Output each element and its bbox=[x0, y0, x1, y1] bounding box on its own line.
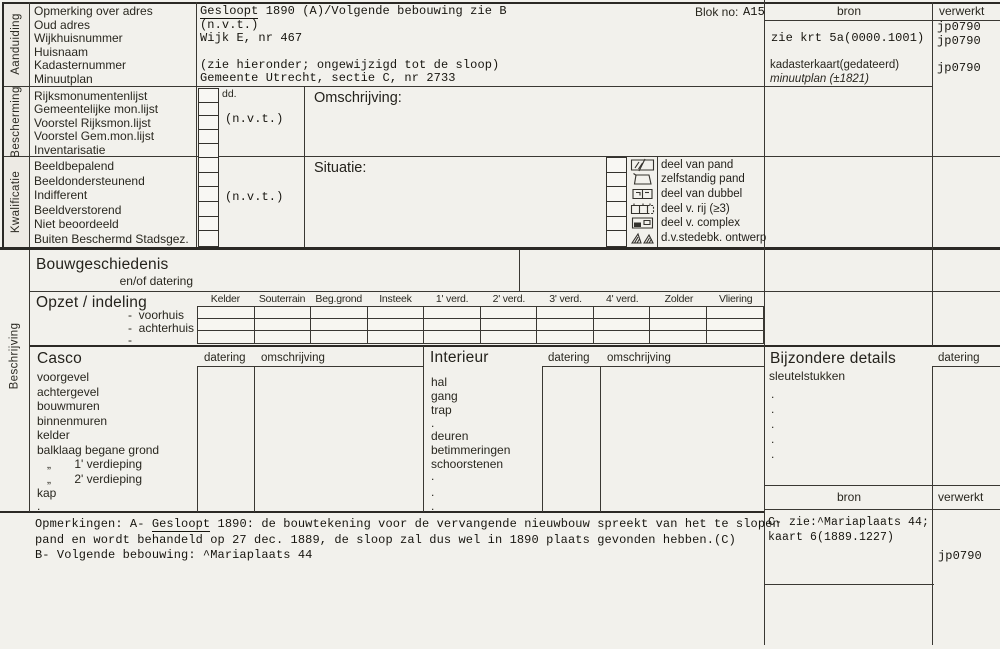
opzet-cell bbox=[481, 331, 538, 343]
divider bbox=[600, 366, 601, 512]
dd-label: dd. bbox=[222, 88, 237, 100]
opzet-cell bbox=[368, 331, 425, 343]
bijzondere-row-label: . bbox=[771, 447, 775, 461]
deel-van-dubbel-icon bbox=[630, 187, 655, 201]
opmerkingen-line2: pand en wordt behandeld op 27 dec. 1889, de sloop zal dus wel in 1890 plaats gevonden hebben.(C) bbox=[35, 532, 736, 547]
divider bbox=[30, 345, 1000, 347]
opmerkingen-line3: B- Volgende bebouwing: ^Mariaplaats 44 bbox=[35, 548, 313, 562]
zelfstandig-pand-icon bbox=[630, 172, 655, 186]
bron-column-header: bron bbox=[836, 4, 862, 18]
opzet-cell bbox=[650, 307, 707, 319]
divider bbox=[198, 366, 424, 367]
opmerkingen-line1: Opmerkingen: A- Gesloopt 1890: de bouwtekening voor de vervangende nieuwbouw spreekt van het te slopen bbox=[35, 517, 780, 531]
bouwgeschiedenis-subheading: en/of datering bbox=[119, 274, 193, 288]
opzet-column-header: 2' verd. bbox=[492, 293, 526, 305]
opzet-row-label: - achterhuis bbox=[128, 320, 195, 335]
divider bbox=[932, 2, 933, 346]
casco-datering-header: datering bbox=[204, 352, 246, 364]
divider bbox=[304, 86, 305, 247]
casco-omschrijving-header: omschrijving bbox=[261, 352, 325, 364]
situatie-option bbox=[630, 201, 764, 216]
kwalificatie-item-label: Beeldondersteunend bbox=[34, 173, 145, 188]
opzet-cell bbox=[424, 331, 481, 343]
kwalificatie-nvt: (n.v.t.) bbox=[225, 190, 284, 204]
opzet-cell bbox=[707, 319, 764, 331]
deel-v-rij-icon bbox=[630, 202, 655, 216]
bescherming-item-label: Voorstel Rijksmon.lijst bbox=[34, 115, 151, 130]
opzet-column-header: Kelder bbox=[210, 293, 240, 305]
value-minuutplan: Gemeente Utrecht, sectie C, nr 2733 bbox=[200, 71, 456, 85]
interieur-row-label: hal bbox=[431, 375, 448, 389]
opzet-column-header: Zolder bbox=[664, 293, 694, 305]
deel-v-complex-icon bbox=[630, 216, 655, 230]
value-oud-adres: (n.v.t.) bbox=[200, 17, 259, 32]
field-label-minuutplan: Minuutplan bbox=[34, 71, 93, 86]
casco-row-label: voorgevel bbox=[37, 370, 90, 384]
situatie-option bbox=[630, 186, 764, 201]
bescherming-item-label: Inventarisatie bbox=[34, 142, 106, 157]
bijzondere-row-label: . bbox=[771, 387, 775, 401]
interieur-row-label: . bbox=[431, 485, 435, 499]
interieur-row-label: betimmeringen bbox=[431, 443, 511, 457]
opzet-cell bbox=[481, 319, 538, 331]
opzet-cell bbox=[537, 319, 594, 331]
verwerkt-value: jp0790 bbox=[937, 20, 981, 34]
opzet-cell bbox=[424, 307, 481, 319]
opzet-cell bbox=[198, 331, 255, 343]
blok-no-value: A15 bbox=[743, 5, 765, 19]
interieur-row-label: deuren bbox=[431, 429, 469, 443]
casco-row-label: kap bbox=[37, 486, 57, 500]
divider bbox=[765, 509, 1000, 510]
situatie-option-label: deel v. rij (≥3) bbox=[661, 202, 730, 215]
opzet-cell bbox=[311, 331, 368, 343]
interieur-row-label: gang bbox=[431, 389, 458, 403]
verwerkt-column-header: verwerkt bbox=[939, 4, 985, 18]
interieur-datering-header: datering bbox=[548, 352, 590, 364]
opzet-cell bbox=[368, 307, 425, 319]
opzet-cell bbox=[368, 319, 425, 331]
kwalificatie-item-label: Buiten Beschermd Stadsgez. bbox=[34, 231, 189, 246]
verwerkt-column-header: verwerkt bbox=[938, 490, 984, 504]
divider bbox=[933, 366, 1000, 367]
opzet-cell bbox=[650, 319, 707, 331]
opzet-column-header: 4' verd. bbox=[605, 293, 639, 305]
bijzondere-row-label: . bbox=[771, 417, 775, 431]
section-label-bescherming: Bescherming bbox=[10, 85, 23, 158]
opzet-cell bbox=[537, 307, 594, 319]
interieur-row-label: . bbox=[431, 416, 435, 430]
interieur-omschrijving-header: omschrijving bbox=[607, 352, 671, 364]
deel-van-pand-icon bbox=[630, 158, 655, 172]
divider bbox=[519, 250, 520, 292]
divider bbox=[197, 366, 198, 512]
section-label-beschrijving: Beschrijving bbox=[8, 322, 20, 389]
divider bbox=[764, 0, 765, 645]
situatie-option-label: deel van dubbel bbox=[661, 187, 743, 200]
divider bbox=[2, 86, 933, 87]
situatie-option-label: deel van pand bbox=[661, 158, 734, 171]
situatie-option-label: zelfstandig pand bbox=[661, 173, 745, 186]
opzet-cell bbox=[255, 331, 312, 343]
divider bbox=[30, 291, 1000, 292]
opzet-cell bbox=[594, 307, 651, 319]
opzet-cell bbox=[198, 319, 255, 331]
opzet-cell bbox=[537, 331, 594, 343]
casco-heading: Casco bbox=[37, 350, 82, 367]
value-kadasternummer: (zie hieronder; ongewijzigd tot de sloop) bbox=[200, 57, 500, 72]
value-opmerking-over-adres: Gesloopt 1890 (A)/Volgende bebouwing zie B bbox=[200, 4, 507, 18]
opzet-cell bbox=[594, 319, 651, 331]
bron-value: kadasterkaart(gedateerd) bbox=[770, 59, 900, 71]
situatie-option bbox=[630, 157, 764, 172]
bron-note: kaart 6(1889.1227) bbox=[768, 531, 895, 544]
bijzondere-row-label: . bbox=[771, 432, 775, 446]
field-label-huisnaam: Huisnaam bbox=[34, 44, 89, 59]
divider bbox=[0, 247, 1000, 250]
opzet-cell bbox=[311, 307, 368, 319]
interieur-heading: Interieur bbox=[430, 349, 489, 366]
divider bbox=[0, 511, 765, 513]
kwalificatie-item-label: Beeldverstorend bbox=[34, 202, 122, 217]
kwalificatie-item-label: Beeldbepalend bbox=[34, 159, 115, 173]
opzet-column-header: Vliering bbox=[718, 293, 753, 305]
divider bbox=[254, 366, 255, 512]
field-label-kadasternummer: Kadasternummer bbox=[34, 58, 127, 72]
blok-no-label: Blok no: bbox=[695, 5, 739, 19]
interieur-row-label: . bbox=[431, 469, 435, 483]
opzet-row-label: - bbox=[128, 333, 132, 347]
bron-note: C- zie:^Mariaplaats 44; bbox=[768, 516, 930, 529]
divider bbox=[543, 366, 765, 367]
bescherming-item-label: Rijksmonumentenlijst bbox=[34, 88, 148, 103]
casco-row-label: binnenmuren bbox=[37, 413, 108, 428]
opzet-cell bbox=[255, 319, 312, 331]
opzet-cell bbox=[481, 307, 538, 319]
bron-value: zie krt 5a(0000.1001) bbox=[771, 31, 925, 45]
opzet-column-header: 1' verd. bbox=[435, 293, 469, 305]
interieur-row-label: schoorstenen bbox=[431, 457, 504, 471]
opzet-row-label: - voorhuis bbox=[128, 308, 185, 322]
stedebouwkundig-ontwerp-icon bbox=[630, 231, 655, 245]
situatie-option-label: deel v. complex bbox=[661, 217, 741, 230]
divider bbox=[932, 366, 933, 645]
checkbox[interactable] bbox=[198, 230, 219, 246]
opzet-column-header: Beg.grond bbox=[315, 293, 363, 305]
situatie-checkbox-column bbox=[606, 157, 627, 247]
bron-value: minuutplan (±1821) bbox=[770, 72, 870, 85]
opzet-cell bbox=[424, 319, 481, 331]
verwerkt-value: jp0790 bbox=[937, 33, 981, 48]
interieur-row-label: trap bbox=[431, 403, 452, 417]
bescherming-item-label: Gemeentelijke mon.lijst bbox=[34, 102, 159, 116]
interieur-row-label: . bbox=[431, 499, 435, 513]
casco-row-label: „ 1' verdieping bbox=[37, 457, 143, 471]
casco-row-label: bouwmuren bbox=[37, 399, 100, 413]
divider bbox=[2, 156, 1000, 157]
verwerkt-value: jp0790 bbox=[938, 549, 982, 563]
opzet-cell bbox=[707, 307, 764, 319]
opzet-cell bbox=[707, 331, 764, 343]
situatie-heading: Situatie: bbox=[314, 160, 367, 176]
bescherming-nvt: (n.v.t.) bbox=[225, 112, 284, 126]
omschrijving-heading: Omschrijving: bbox=[314, 90, 402, 106]
bijzondere-row-label: . bbox=[771, 402, 775, 416]
opzet-cell bbox=[255, 307, 312, 319]
section-label-aanduiding: Aanduiding bbox=[10, 13, 22, 75]
casco-row-label: . bbox=[37, 499, 41, 513]
kwalificatie-item-label: Indifferent bbox=[34, 188, 88, 202]
value-wijkhuisnummer: Wijk E, nr 467 bbox=[200, 31, 303, 45]
bron-column-header: bron bbox=[836, 490, 862, 504]
situatie-option-label: d.v.stedebk. ontwerp bbox=[661, 232, 767, 244]
bescherming-checkbox-column bbox=[198, 88, 219, 158]
opzet-cell bbox=[198, 307, 255, 319]
checkbox[interactable] bbox=[606, 230, 627, 246]
opzet-cell bbox=[311, 319, 368, 331]
casco-row-label: balklaag begane grond bbox=[37, 442, 160, 457]
opzet-grid bbox=[197, 306, 764, 344]
bijzondere-row-label: sleutelstukken bbox=[769, 369, 846, 383]
situatie-option bbox=[630, 216, 764, 231]
divider bbox=[423, 346, 424, 512]
divider bbox=[29, 250, 30, 512]
casco-row-label: „ 2' verdieping bbox=[37, 471, 143, 486]
opzet-cell bbox=[650, 331, 707, 343]
divider bbox=[765, 485, 1000, 486]
divider bbox=[196, 2, 197, 247]
bijzondere-details-heading: Bijzondere details bbox=[770, 350, 896, 367]
situatie-option bbox=[630, 231, 767, 246]
bijzondere-datering-header: datering bbox=[938, 352, 980, 364]
opzet-heading: Opzet / indeling bbox=[36, 294, 147, 311]
kwalificatie-checkbox-column bbox=[198, 157, 219, 247]
casco-row-label: kelder bbox=[37, 428, 70, 442]
opzet-column-header: Insteek bbox=[379, 293, 412, 305]
bouwgeschiedenis-heading: Bouwgeschiedenis bbox=[36, 256, 169, 273]
field-label-oud-adres: Oud adres bbox=[34, 17, 91, 32]
checkbox[interactable] bbox=[198, 143, 219, 158]
opzet-column-header: 3' verd. bbox=[549, 293, 582, 305]
casco-row-label: achtergevel bbox=[37, 384, 100, 399]
section-label-kwalificatie: Kwalificatie bbox=[10, 170, 23, 234]
field-label-opmerking-over-adres: Opmerking over adres bbox=[34, 4, 153, 18]
field-label-wijkhuisnummer: Wijkhuisnummer bbox=[34, 31, 123, 45]
divider bbox=[765, 584, 934, 585]
bescherming-item-label: Voorstel Gem.mon.lijst bbox=[34, 129, 155, 143]
divider bbox=[542, 366, 543, 512]
opzet-cell bbox=[594, 331, 651, 343]
opzet-column-header: Souterrain bbox=[258, 293, 306, 305]
kwalificatie-item-label: Niet beoordeeld bbox=[34, 217, 119, 231]
verwerkt-value: jp0790 bbox=[937, 61, 981, 75]
opzet-column-headers bbox=[197, 293, 764, 305]
situatie-option bbox=[630, 172, 764, 187]
